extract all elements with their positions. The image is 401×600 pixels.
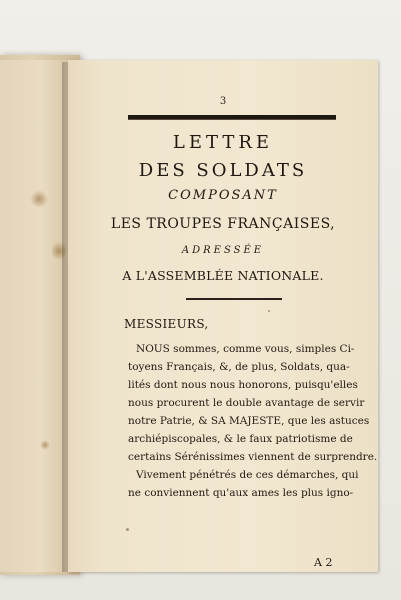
body-line: notre Patrie, & SA MAJESTE, que les astuces [128, 415, 370, 427]
paper-speck [126, 528, 129, 531]
title-line: ADRESSÉE [181, 245, 265, 256]
divider-rule [186, 298, 282, 300]
body-text [128, 340, 378, 502]
body-line: NOUS sommes, comme vous, simples Ci- [136, 343, 355, 355]
foxing-stain [30, 190, 48, 208]
body-line: nous procurent le double avantage de servir [128, 397, 365, 409]
title-line: DES SOLDATS [138, 160, 308, 181]
body-line: toyens Français, &, de plus, Soldats, qua- [128, 361, 350, 373]
title-line: COMPOSANT [168, 188, 278, 203]
page-number: 3 [219, 96, 227, 107]
body-line: lités dont nous nous honorons, puisqu'elles [128, 379, 358, 391]
header-rule [128, 115, 336, 120]
body-line: Vivement pénétrés de ces démarches, qui [136, 469, 359, 481]
body-line: certains Sérénissimes viennent de surprendre. [128, 451, 378, 463]
body-line: ne conviennent qu'aux ames les plus igno- [128, 487, 354, 499]
title-line: LETTRE [172, 132, 274, 153]
foxing-stain [40, 440, 50, 450]
title-line: LES TROUPES FRANÇAISES, [110, 216, 336, 232]
signature-mark: A 2 [314, 556, 333, 569]
document-page [68, 60, 378, 572]
salutation: MESSIEURS, [124, 317, 209, 331]
body-line: archiépiscopales, & le faux patriotisme de [128, 433, 353, 445]
left-page [0, 60, 69, 572]
paper-speck [268, 310, 270, 312]
title-line: A L'ASSEMBLÉE NATIONALE. [122, 268, 324, 283]
